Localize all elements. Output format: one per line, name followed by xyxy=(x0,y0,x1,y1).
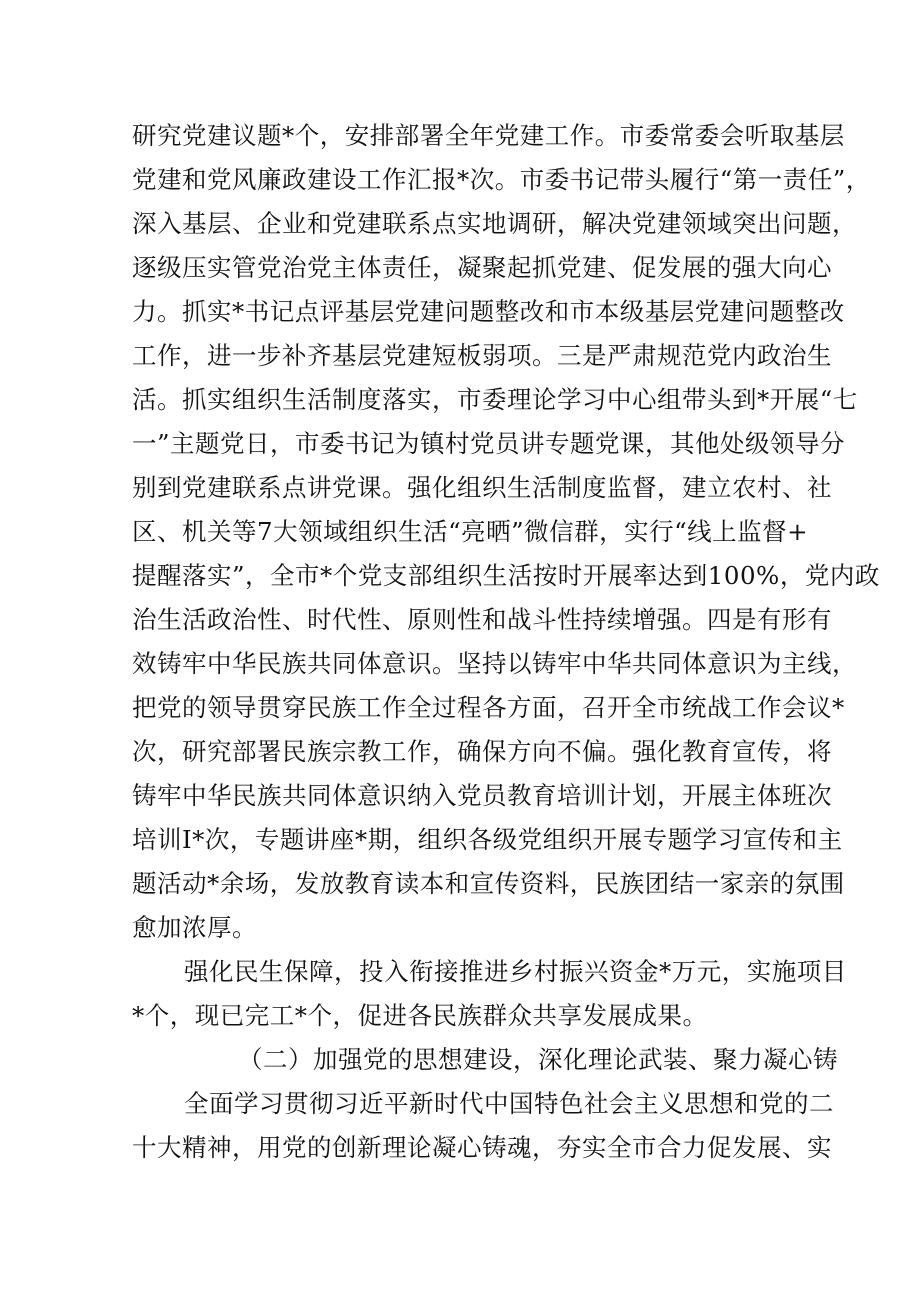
section-heading: （二）加强党的思想建设，深化理论武装、聚力凝心铸 xyxy=(238,1045,838,1074)
text-line: 效铸牢中华民族共同体意识。坚持以铸牢中华共同体意识为主线， xyxy=(132,649,857,678)
text-line: 工作，进一步补齐基层党建短板弱项。三是严肃规范党内政治生 xyxy=(132,341,832,370)
paragraph-first-line: 全面学习贯彻习近平新时代中国特色社会主义思想和党的二 xyxy=(184,1089,834,1118)
text-line: 十大精神，用党的创新理论凝心铸魂，夯实全市合力促发展、实 xyxy=(132,1133,832,1162)
text-line: 区、机关等7大领域组织生活“亮晒”微信群，实行“线上监督+ xyxy=(132,517,809,546)
text-line: 题活动*余场，发放教育读本和宣传资料，民族团结一家亲的氛围 xyxy=(132,869,845,898)
text-line: 把党的领导贯穿民族工作全过程各方面，召开全市统战工作会议* xyxy=(132,693,845,722)
paragraph-first-line: 强化民生保障，投入衔接推进乡村振兴资金*万元，实施项目 xyxy=(184,957,847,986)
text-line: 别到党建联系点讲党课。强化组织生活制度监督，建立农村、社 xyxy=(132,473,832,502)
text-line: 铸牢中华民族共同体意识纳入党员教育培训计划，开展主体班次 xyxy=(132,781,832,810)
text-line: 力。抓实*书记点评基层党建问题整改和市本级基层党建问题整改 xyxy=(132,297,845,326)
text-line: 愈加浓厚。 xyxy=(132,913,257,942)
text-line: 提醒落实”，全市*个党支部组织生活按时开展率达到100%，党内政 xyxy=(132,561,880,590)
text-line: 治生活政治性、时代性、原则性和战斗性持续增强。四是有形有 xyxy=(132,605,832,634)
text-line: 培训I*次，专题讲座*期，组织各级党组织开展专题学习宣传和主 xyxy=(132,825,843,854)
text-line: 次，研究部署民族宗教工作，确保方向不偏。强化教育宣传，将 xyxy=(132,737,832,766)
text-line: *个，现已完工*个，促进各民族群众共享发展成果。 xyxy=(132,1001,708,1030)
text-line: 活。抓实组织生活制度落实，市委理论学习中心组带头到*开展“七 xyxy=(132,385,858,414)
text-line: 逐级压实管党治党主体责任，凝聚起抓党建、促发展的强大向心 xyxy=(132,253,832,282)
text-line: 党建和党风廉政建设工作汇报*次。市委书记带头履行“第一责任”， xyxy=(132,165,871,194)
text-line: 一”主题党日，市委书记为镇村党员讲专题党课，其他处级领导分 xyxy=(132,429,846,458)
text-line: 深入基层、企业和党建联系点实地调研，解决党建领域突出问题， xyxy=(132,209,857,238)
text-line: 研究党建议题*个，安排部署全年党建工作。市委常委会听取基层 xyxy=(132,121,845,150)
